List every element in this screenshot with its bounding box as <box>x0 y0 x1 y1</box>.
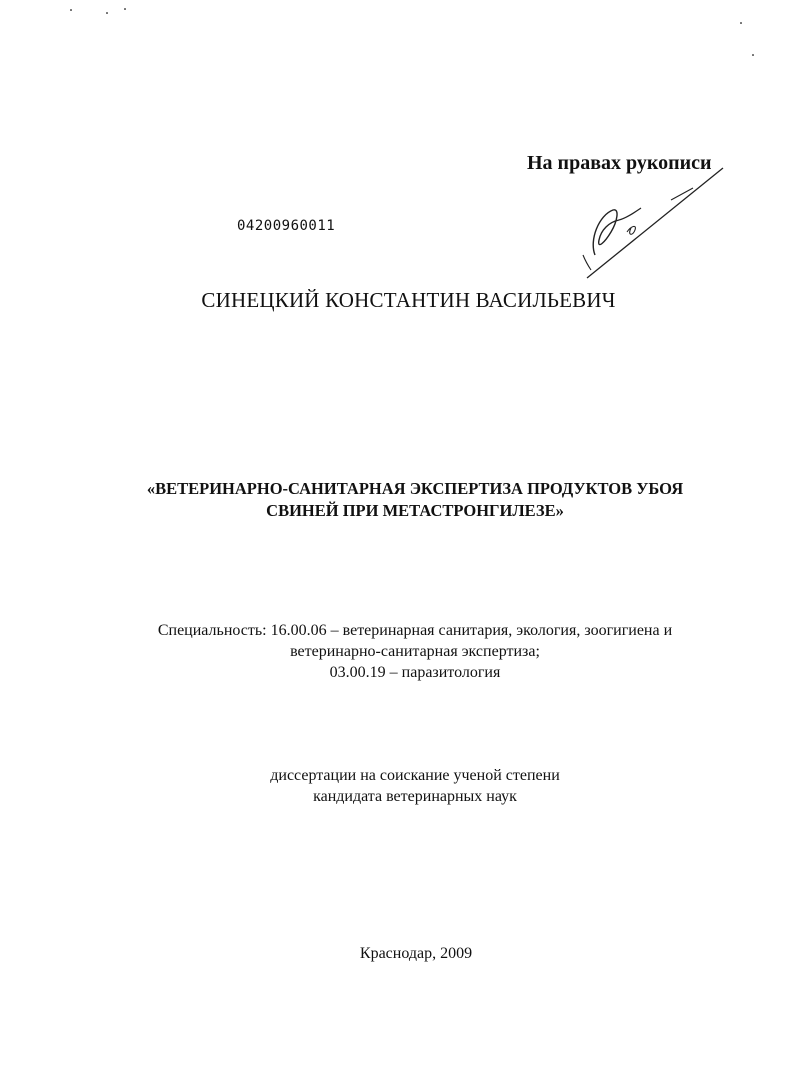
title-line: «ВЕТЕРИНАРНО-САНИТАРНАЯ ЭКСПЕРТИЗА ПРОДУКТОВ УБОЯ <box>146 479 684 498</box>
place-and-year: Краснодар, 2009 <box>359 945 473 962</box>
dissertation-title <box>90 478 740 522</box>
signature-icon <box>575 160 725 285</box>
specialty-line: 03.00.19 – паразитология <box>329 664 501 681</box>
specialty-block <box>90 620 740 683</box>
document-code: 04200960011 <box>237 218 336 234</box>
degree-line: диссертации на соискание ученой степени <box>270 767 560 784</box>
author-name: СИНЕЦКИЙ КОНСТАНТИН ВАСИЛЬЕВИЧ <box>201 288 616 312</box>
degree-statement <box>90 765 740 807</box>
scan-speck <box>740 22 742 24</box>
specialty-line: ветеринарно-санитарная экспертиза; <box>290 643 540 660</box>
title-line: СВИНЕЙ ПРИ МЕТАСТРОНГИЛЕЗЕ» <box>266 501 564 520</box>
degree-line: кандидата ветеринарных наук <box>313 788 517 805</box>
scan-speck <box>70 9 72 11</box>
specialty-line: Специальность: 16.00.06 – ветеринарная санитария, экология, зоогигиена и <box>157 622 673 639</box>
scan-speck <box>124 8 126 10</box>
scan-speck <box>752 54 754 56</box>
manuscript-rights-note: На правах рукописи <box>527 152 712 174</box>
scan-speck <box>106 12 108 14</box>
